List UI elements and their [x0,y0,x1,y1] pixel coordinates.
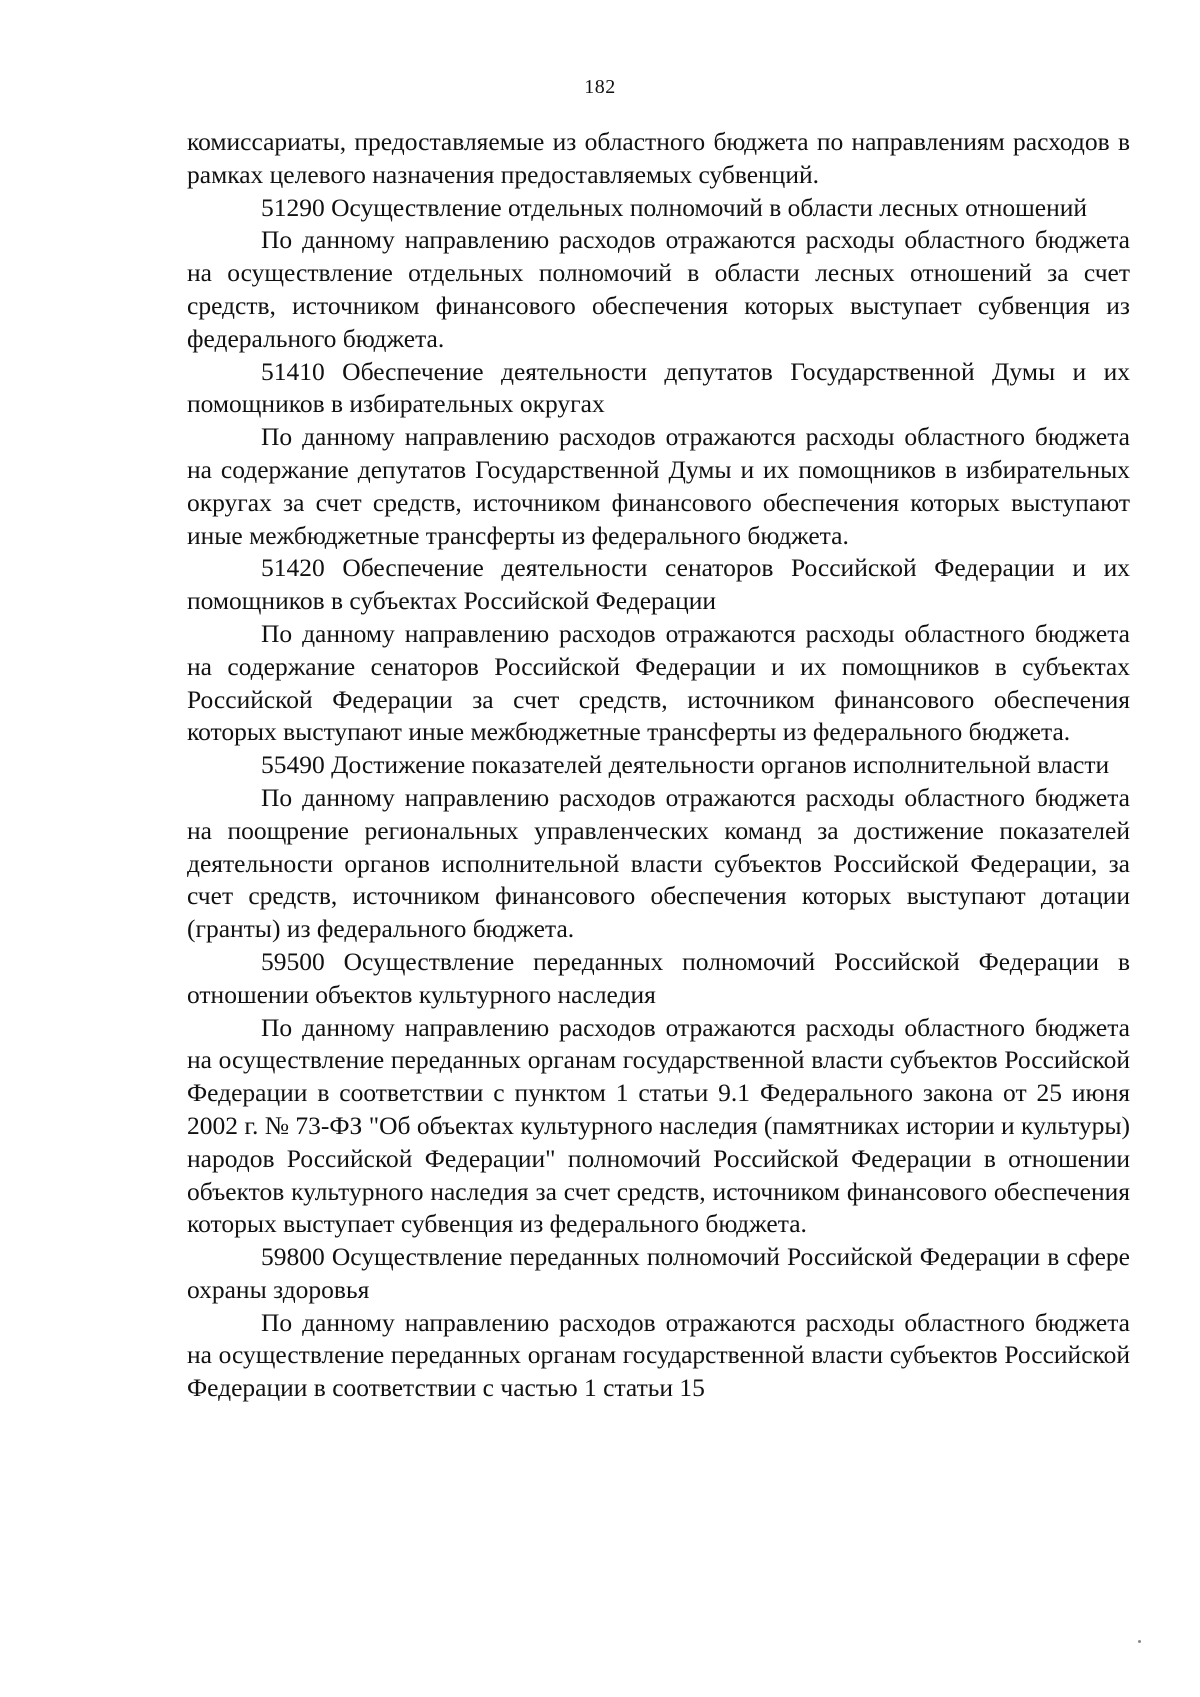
paragraph-51410: По данному направлению расходов отражаются расходы областного бюджета на содержание депутатов Государственной Думы и их помощников в избирательных округах за счет средств, источником финансового обеспечения которых выступают иные межбюджетные трансферты из федерального бюджета. [187,422,1130,550]
heading-51420: 51420 Обеспечение деятельности сенаторов Российской Федерации и их помощников в субъектах Российской Федерации [187,553,1130,616]
paragraph-59800: По данному направлению расходов отражаются расходы областного бюджета на осуществление переданных органам государственной власти субъектов Российской Федерации в соответствии с частью 1 статьи 15 [187,1307,1130,1403]
heading-51410: 51410 Обеспечение деятельности депутатов Государственной Думы и их помощников в избирательных округах [187,356,1130,419]
heading-59500: 59500 Осуществление переданных полномочий Российской Федерации в отношении объектов культурного наследия [187,946,1130,1009]
heading-59800: 59800 Осуществление переданных полномочий Российской Федерации в сфере охраны здоровья [187,1242,1130,1304]
paragraph-continuation: комиссариаты, предоставляемые из областного бюджета по направлениям расходов в рамках целевого назначения предоставляемых субвенций. [187,127,1130,189]
scan-artifact-dot [1138,1640,1141,1643]
paragraph-55490: По данному направлению расходов отражаются расходы областного бюджета на поощрение региональных управленческих команд за достижение показателей деятельности органов исполнительной власти субъектов Российской Федерации, за счет средств, источником финансового обеспечения которых выступают дотации (гранты) из федерального бюджета. [187,782,1130,944]
page-number: 182 [584,76,616,98]
paragraph-59500: По данному направлению расходов отражаются расходы областного бюджета на осуществление переданных органам государственной власти субъектов Российской Федерации в соответствии с пунктом 1 статьи 9.1 Федерального закона от 25 июня 2002 г. № 73-ФЗ "Об объектах культурного наследия (памятниках истории и культуры) народов Российской Федерации" полномочий Российской Федерации в отношении объектов культурного наследия за счет средств, источником финансового обеспечения которых выступает субвенция из федерального бюджета. [187,1012,1130,1239]
paragraph-51420: По данному направлению расходов отражаются расходы областного бюджета на содержание сенаторов Российской Федерации и их помощников в субъектах Российской Федерации за счет средств, источником финансового обеспечения которых выступают иные межбюджетные трансферты из федерального бюджета. [187,618,1130,747]
heading-55490: 55490 Достижение показателей деятельности органов исполнительной власти [261,750,1110,780]
paragraph-51290: По данному направлению расходов отражаются расходы областного бюджета на осуществление отдельных полномочий в области лесных отношений за счет средств, источником финансового обеспечения которых выступает субвенция из федерального бюджета. [187,225,1130,353]
heading-51290: 51290 Осуществление отдельных полномочий в области лесных отношений [261,192,1088,222]
document-body [187,126,1130,1405]
